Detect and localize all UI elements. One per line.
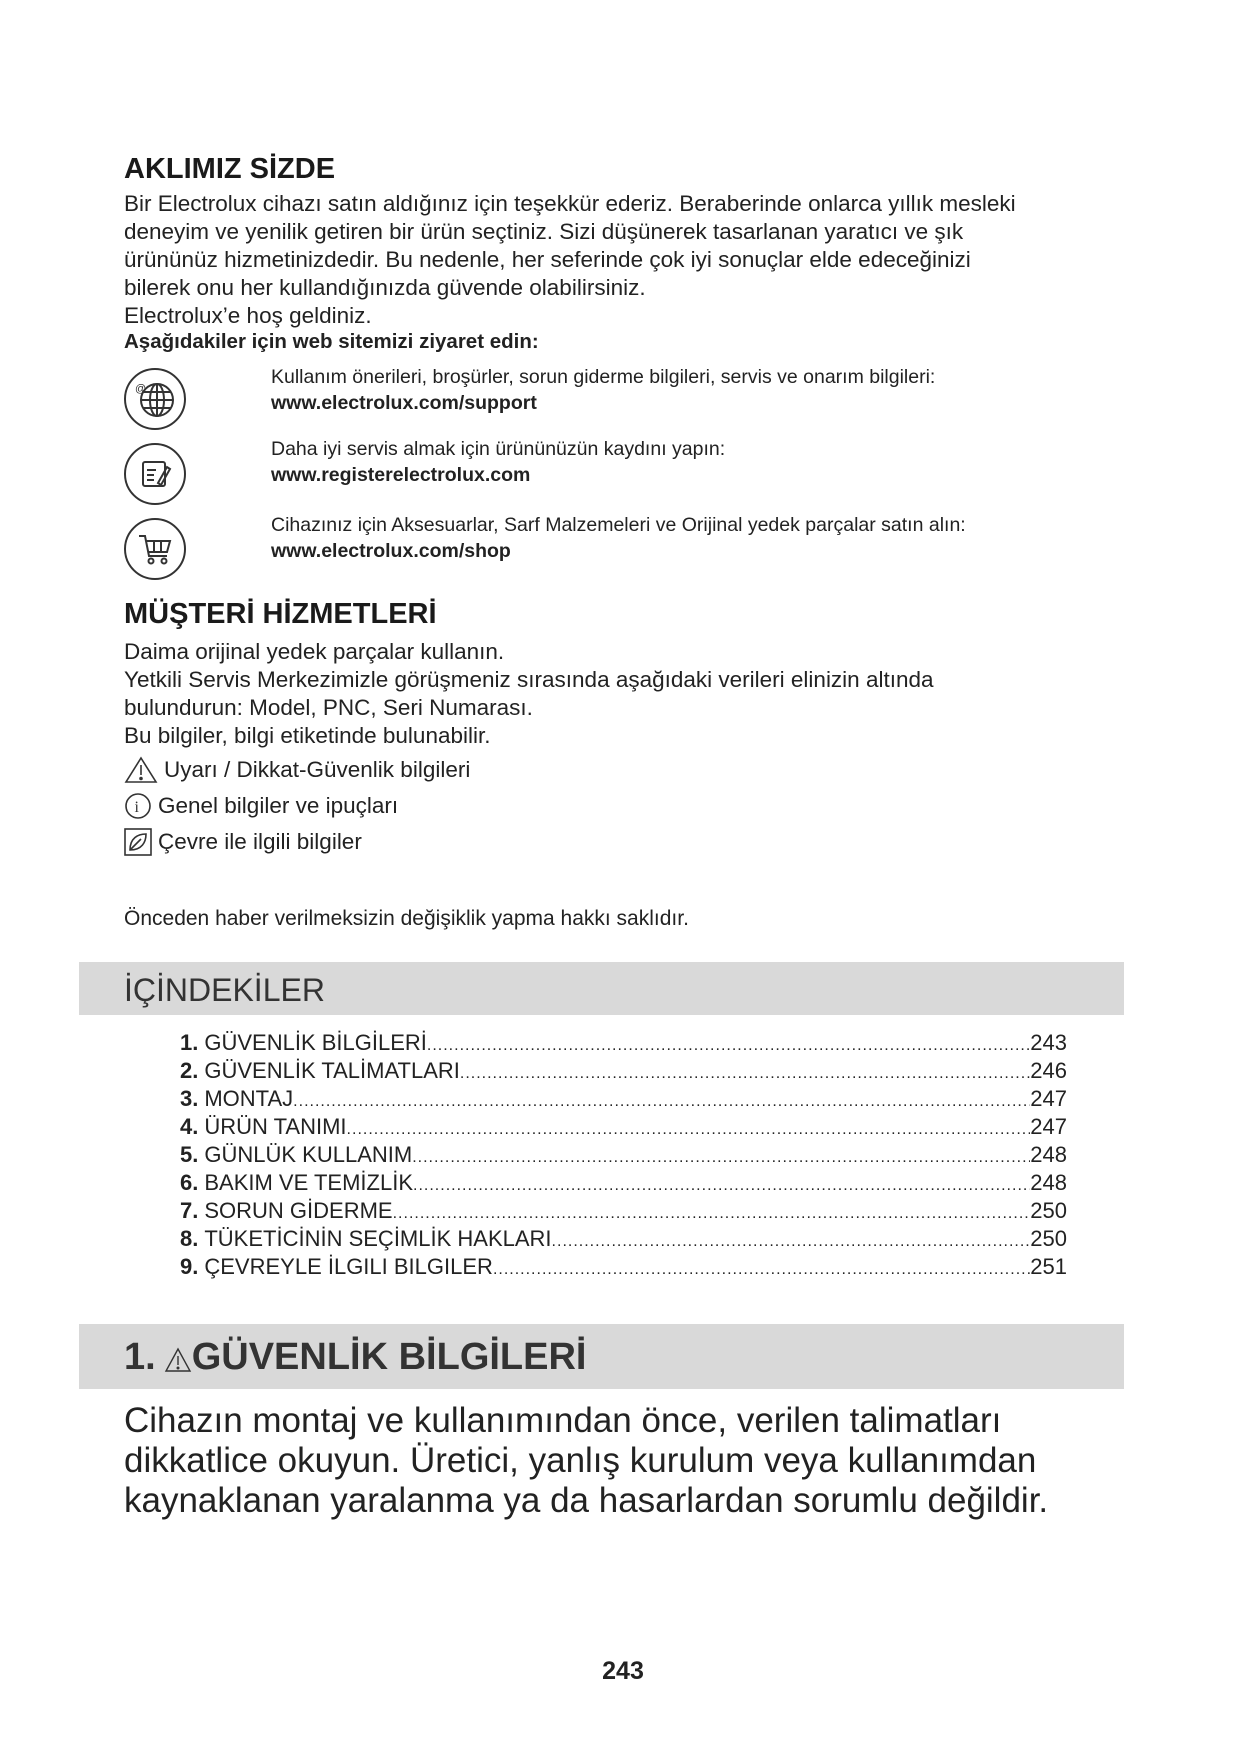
toc-entry-number: 7. [180, 1198, 199, 1223]
toc-entry-label: ÇEVREYLE İLGILI BILGILER [204, 1254, 493, 1279]
chapter-number: 1. [124, 1336, 156, 1378]
text-line: Bir Electrolux cihazı satın aldığınız için teşekkür ederiz. Beraberinde onlarca yıllık mesleki [124, 191, 1016, 216]
toc-entry-number: 5. [180, 1142, 199, 1167]
info-icon [124, 792, 152, 820]
section-title: AKLIMIZ SİZDE [124, 153, 336, 185]
toc-leader-dots [552, 1233, 1031, 1251]
toc-entry[interactable] [180, 1086, 1067, 1114]
toc-leader-dots [413, 1177, 1030, 1195]
register-url-link[interactable]: www.registerelectrolux.com [271, 464, 531, 486]
toc-entry-label: BAKIM VE TEMİZLİK [204, 1170, 414, 1195]
text-line: Yetkili Servis Merkezimizle görüşmeniz sırasında aşağıdaki verileri elinizin altında [124, 667, 934, 692]
toc-entry-page: 248 [1030, 1142, 1067, 1167]
text-line: Electrolux’e hoş geldiniz. [124, 303, 372, 328]
toc-leader-dots [293, 1093, 1030, 1111]
toc-entry-label: GÜVENLİK BİLGİLERİ [204, 1030, 427, 1055]
svg-text:i: i [134, 799, 139, 816]
toc-entry-number: 6. [180, 1170, 199, 1195]
page-number: 243 [602, 1657, 644, 1685]
legend-item [124, 828, 362, 856]
environment-leaf-icon [124, 828, 152, 856]
chapter-intro [124, 1401, 1048, 1521]
toc-entry[interactable] [180, 1142, 1067, 1170]
toc-entry[interactable] [180, 1254, 1067, 1282]
toc-entry-page: 246 [1030, 1058, 1067, 1083]
section-title: MÜŞTERİ HİZMETLERİ [124, 598, 437, 630]
warning-icon [164, 1347, 192, 1373]
link-description: Cihazınız için Aksesuarlar, Sarf Malzemeleri ve Orijinal yedek parçalar satın alın: [271, 514, 966, 536]
customer-service-text [124, 638, 934, 750]
text-line: Daima orijinal yedek parçalar kullanın. [124, 639, 505, 664]
toc-entry[interactable] [180, 1226, 1067, 1254]
toc-entry-page: 248 [1030, 1170, 1067, 1195]
globe-icon [124, 368, 186, 430]
toc-entry-number: 4. [180, 1114, 199, 1139]
toc-leader-dots [493, 1261, 1030, 1279]
toc-leader-dots [347, 1121, 1031, 1139]
toc-entry-label: SORUN GİDERME [204, 1198, 393, 1223]
legend-text: Genel bilgiler ve ipuçları [158, 793, 399, 818]
text-line: bilerek onu her kullandığınızda güvende olabilirsiniz. [124, 275, 646, 300]
toc-entry[interactable] [180, 1030, 1067, 1058]
toc-entry-number: 9. [180, 1254, 199, 1279]
toc-entry-label: TÜKETİCİNİN SEÇİMLİK HAKLARI [204, 1226, 552, 1251]
toc-entry[interactable] [180, 1170, 1067, 1198]
change-notice: Önceden haber verilmeksizin değişiklik yapma hakkı saklıdır. [124, 907, 689, 930]
toc-header-bar [79, 962, 1124, 1015]
intro-paragraph [124, 190, 1016, 330]
link-description: Daha iyi servis almak için ürününüzün kaydını yapın: [271, 438, 726, 460]
chapter-header-bar [79, 1324, 1124, 1389]
text-line: deneyim ve yenilik getiren bir ürün seçtiniz. Sizi düşünerek tasarlanan yaratıcı ve şık [124, 219, 964, 244]
toc-title: İÇİNDEKİLER [124, 972, 325, 1008]
toc-entry-number: 3. [180, 1086, 199, 1111]
visit-label: Aşağıdakiler için web sitemizi ziyaret edin: [124, 330, 539, 353]
register-link-block [271, 436, 725, 488]
text-line: Cihazın montaj ve kullanımından önce, verilen talimatları [124, 1401, 1002, 1440]
text-line: kaynaklanan yaralanma ya da hasarlardan sorumlu değildir. [124, 1481, 1049, 1520]
shop-link-block [271, 512, 966, 564]
toc-leader-dots [412, 1149, 1030, 1167]
register-document-icon [124, 443, 186, 505]
toc-entry[interactable] [180, 1114, 1067, 1142]
toc-leader-dots [393, 1205, 1031, 1223]
toc-entry-label: ÜRÜN TANIMI [204, 1114, 347, 1139]
toc-leader-dots [427, 1037, 1030, 1055]
toc-entry-label: GÜNLÜK KULLANIM [204, 1142, 413, 1167]
legend-item [124, 792, 398, 820]
shop-url-link[interactable]: www.electrolux.com/shop [271, 540, 511, 562]
toc-entry-number: 8. [180, 1226, 199, 1251]
shopping-cart-icon [124, 518, 186, 580]
toc-entry[interactable] [180, 1058, 1067, 1086]
toc-entry-page: 251 [1030, 1254, 1067, 1279]
legend-item [124, 756, 470, 784]
text-line: ürününüz hizmetinizdedir. Bu nedenle, her seferinde çok iyi sonuçlar elde edeceğinizi [124, 247, 971, 272]
warning-icon [124, 756, 158, 784]
toc-entry-page: 247 [1030, 1114, 1067, 1139]
toc-entry-page: 243 [1030, 1030, 1067, 1055]
text-line: Bu bilgiler, bilgi etiketinde bulunabilir. [124, 723, 491, 748]
toc-entry[interactable] [180, 1198, 1067, 1226]
support-url-link[interactable]: www.electrolux.com/support [271, 392, 537, 414]
toc-entry-number: 2. [180, 1058, 199, 1083]
legend-text: Çevre ile ilgili bilgiler [158, 829, 362, 854]
svg-text:@: @ [135, 383, 147, 395]
toc-entry-number: 1. [180, 1030, 199, 1055]
toc-entry-page: 250 [1030, 1226, 1067, 1251]
toc-entry-label: GÜVENLİK TALİMATLARI [204, 1058, 460, 1083]
chapter-title [124, 1336, 587, 1379]
chapter-title-text: GÜVENLİK BİLGİLERİ [191, 1336, 587, 1378]
text-line: dikkatlice okuyun. Üretici, yanlış kurulum veya kullanımdan [124, 1441, 1037, 1480]
support-link-block [271, 364, 935, 416]
legend-text: Uyarı / Dikkat-Güvenlik bilgileri [164, 757, 471, 782]
toc-entry-label: MONTAJ [204, 1086, 294, 1111]
toc-entry-page: 247 [1030, 1086, 1067, 1111]
text-line: bulundurun: Model, PNC, Seri Numarası. [124, 695, 533, 720]
toc-entry-page: 250 [1030, 1198, 1067, 1223]
link-description: Kullanım önerileri, broşürler, sorun giderme bilgileri, servis ve onarım bilgileri: [271, 366, 936, 388]
toc-leader-dots [460, 1065, 1030, 1083]
